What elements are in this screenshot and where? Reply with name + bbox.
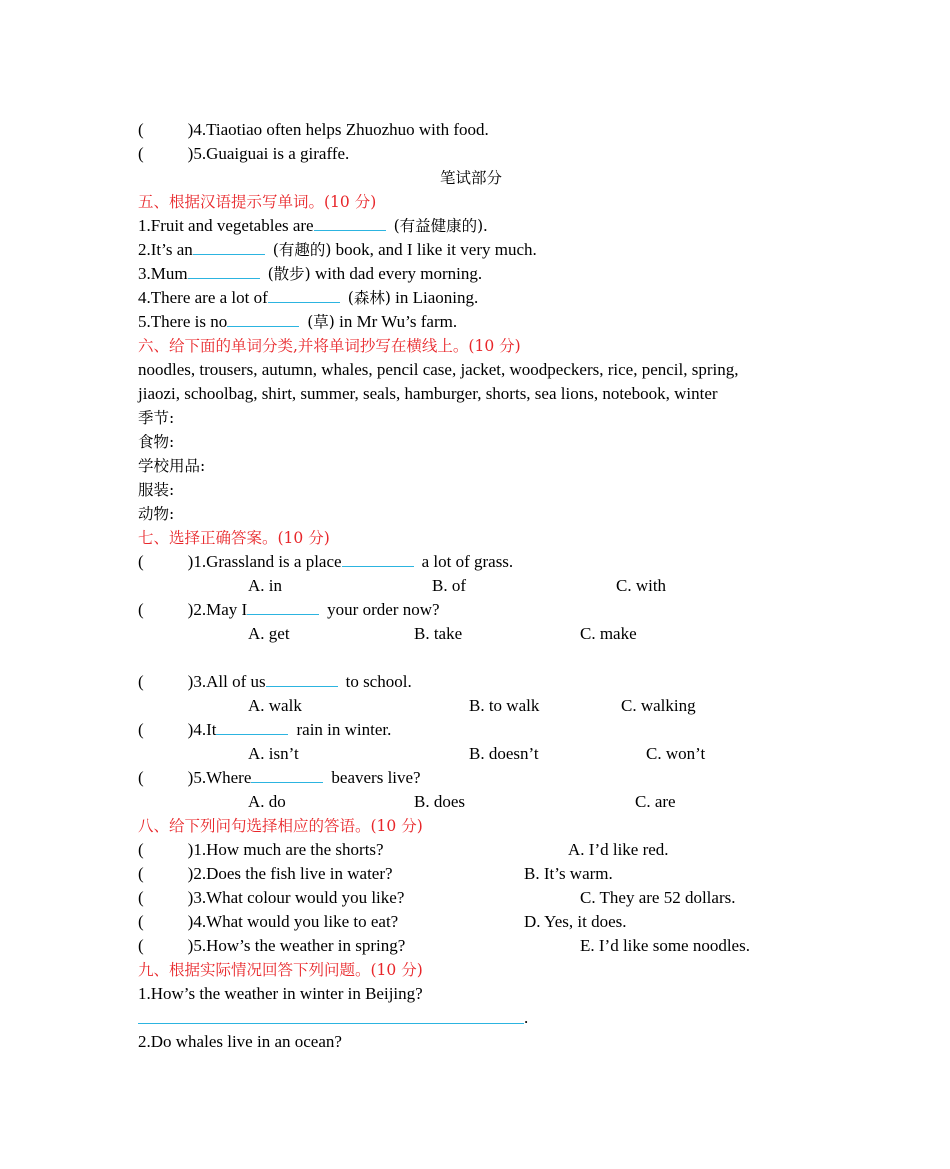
- mc4-option-a: A. isn’t: [248, 744, 299, 763]
- match-answer-e: E. I’d like some noodles.: [580, 936, 750, 955]
- category-clothes: 服装:: [138, 481, 175, 499]
- match-answer-b: B. It’s warm.: [524, 864, 613, 883]
- written-section-heading: 笔试部分: [440, 169, 503, 187]
- mc-question-1: ( )1.Grassland is a place a lot of grass.: [138, 552, 514, 571]
- answer-blank[interactable]: [342, 550, 414, 567]
- word-bank-line-1: noodles, trousers, autumn, whales, pencil case, jacket, woodpeckers, rice, pencil, spring,: [138, 360, 739, 379]
- listening-item-4: ( )4.Tiaotiao often helps Zhuozhuo with food.: [138, 120, 489, 139]
- sec5-item-4: 4.There are a lot of (森林) in Liaoning.: [138, 288, 479, 307]
- open-question-2: 2.Do whales live in an ocean?: [138, 1032, 342, 1051]
- mc-question-5: ( )5.Where beavers live?: [138, 768, 421, 787]
- answer-blank[interactable]: [251, 766, 323, 783]
- match-question-5: ( )5.How’s the weather in spring?: [138, 936, 406, 955]
- answer-line-period: .: [524, 1008, 529, 1027]
- match-answer-a: A. I’d like red.: [568, 840, 669, 859]
- category-food: 食物:: [138, 433, 175, 451]
- open-question-1: 1.How’s the weather in winter in Beijing?: [138, 984, 423, 1003]
- sec5-item-5: 5.There is no (草) in Mr Wu’s farm.: [138, 312, 458, 331]
- section-6-title: 六、给下面的单词分类,并将单词抄写在横线上。(10 分): [138, 337, 521, 355]
- word-bank-line-2: jiaozi, schoolbag, shirt, summer, seals, hamburger, shorts, sea lions, notebook, winter: [138, 384, 718, 403]
- mc1-option-b: B. of: [432, 576, 466, 595]
- listening-item-5-text: 5.Guaiguai is a giraffe.: [193, 144, 350, 163]
- mc-question-2: ( )2.May I your order now?: [138, 600, 440, 619]
- answer-blank[interactable]: [216, 718, 288, 735]
- section-5-title: 五、根据汉语提示写单词。(10 分): [138, 193, 377, 211]
- sec5-item-3: 3.Mum (散步) with dad every morning.: [138, 264, 483, 283]
- match-question-4: ( )4.What would you like to eat?: [138, 912, 399, 931]
- mc1-option-a: A. in: [248, 576, 282, 595]
- section-9-title: 九、根据实际情况回答下列问题。(10 分): [138, 961, 423, 979]
- listening-item-4-text: 4.Tiaotiao often helps Zhuozhuo with food.: [193, 120, 489, 139]
- mc3-option-b: B. to walk: [469, 696, 540, 715]
- section-7-title: 七、选择正确答案。(10 分): [138, 529, 330, 547]
- answer-blank[interactable]: [268, 286, 340, 303]
- sec5-item-1: 1.Fruit and vegetables are (有益健康的).: [138, 216, 488, 235]
- match-question-2: ( )2.Does the fish live in water?: [138, 864, 393, 883]
- mc5-option-a: A. do: [248, 792, 286, 811]
- mc-question-4: ( )4.It rain in winter.: [138, 720, 392, 739]
- match-answer-c: C. They are 52 dollars.: [580, 888, 736, 907]
- answer-blank[interactable]: [193, 238, 265, 255]
- category-animals: 动物:: [138, 505, 175, 523]
- mc4-option-b: B. doesn’t: [469, 744, 539, 763]
- answer-blank[interactable]: [227, 310, 299, 327]
- listening-item-5: ( )5.Guaiguai is a giraffe.: [138, 144, 350, 163]
- sec5-item-2: 2.It’s an (有趣的) book, and I like it very much.: [138, 240, 537, 259]
- mc5-option-c: C. are: [635, 792, 676, 811]
- mc1-option-c: C. with: [616, 576, 667, 595]
- answer-line-1[interactable]: [138, 1022, 524, 1024]
- mc5-option-b: B. does: [414, 792, 465, 811]
- mc2-option-b: B. take: [414, 624, 463, 643]
- answer-blank[interactable]: [266, 670, 338, 687]
- answer-blank[interactable]: [188, 262, 260, 279]
- match-question-3: ( )3.What colour would you like?: [138, 888, 405, 907]
- mc3-option-c: C. walking: [621, 696, 696, 715]
- match-answer-d: D. Yes, it does.: [524, 912, 627, 931]
- answer-blank[interactable]: [247, 598, 319, 615]
- answer-blank[interactable]: [314, 214, 386, 231]
- mc2-option-c: C. make: [580, 624, 637, 643]
- section-8-title: 八、给下列问句选择相应的答语。(10 分): [138, 817, 423, 835]
- category-seasons: 季节:: [138, 409, 175, 427]
- mc-question-3: ( )3.All of us to school.: [138, 672, 412, 691]
- mc4-option-c: C. won’t: [646, 744, 706, 763]
- category-school-supplies: 学校用品:: [138, 457, 206, 475]
- mc3-option-a: A. walk: [248, 696, 302, 715]
- mc2-option-a: A. get: [248, 624, 290, 643]
- match-question-1: ( )1.How much are the shorts?: [138, 840, 384, 859]
